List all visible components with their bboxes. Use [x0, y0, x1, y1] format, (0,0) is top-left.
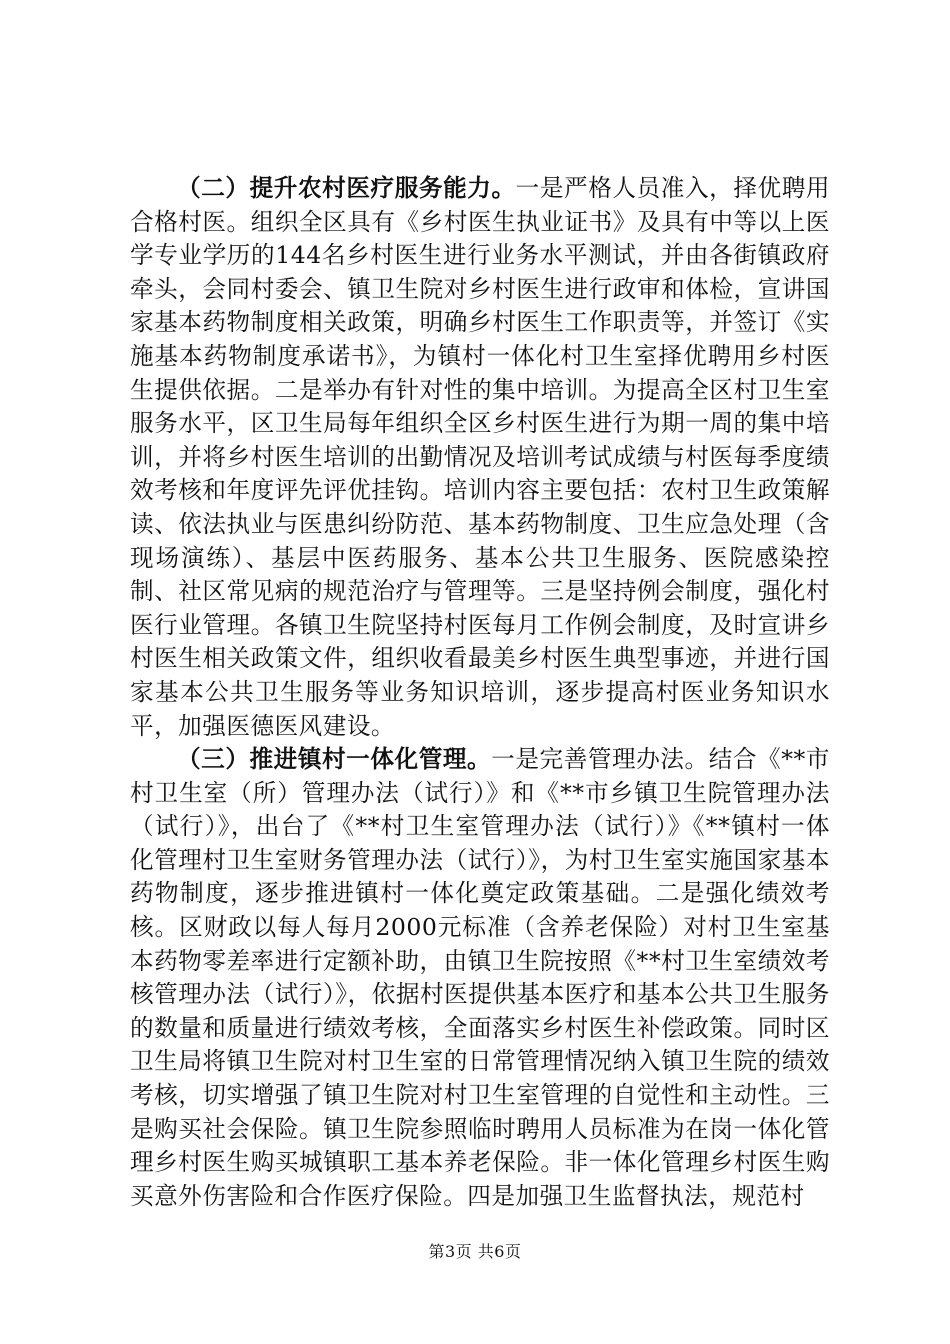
- paragraph-body-text: 一是严格人员准入，择优聘用合格村医。组织全区具有《乡村医生执业证书》及具有中等以上医学专业学历的144名乡村医生进行业务水平测试，并由各街镇政府牵头，会同村委会、镇卫生院对乡村医生进行政审和体检，宣讲国家基本药物制度相关政策，明确乡村医生工作职责等，并签订《实施基本药物制度承诺书》，为镇村一体化村卫生室择优聘用乡村医生提供依据。二是举办有针对性的集中培训。为提高全区村卫生室服务水平，区卫生局每年组织全区乡村医生进行为期一周的集中培训，并将乡村医生培训的出勤情况及培训考试成绩与村医每季度绩效考核和年度评先评优挂钩。培训内容主要包括：农村卫生政策解读、依法执业与医患纠纷防范、基本药物制度、卫生应急处理（含现场演练）、基层中医药服务、基本公共卫生服务、医院感染控制、社区常见病的规范治疗与管理等。三是坚持例会制度，强化村医行业管理。各镇卫生院坚持村医每月工作例会制度，及时宣讲乡村医生相关政策文件，组织收看最美乡村医生典型事迹，并进行国家基本公共卫生服务等业务知识培训，逐步提高村医业务知识水平，加强医德医风建设。: [130, 174, 830, 740]
- paragraph-town-village-integration: [130, 743, 830, 1213]
- section-heading-3: （三）推进镇村一体化管理。: [177, 745, 492, 774]
- section-heading-2: （二）提升农村医疗服务能力。: [177, 174, 516, 202]
- paragraph-rural-medical-capacity: [130, 172, 830, 743]
- document-body: [130, 172, 830, 1213]
- paragraph-body-text: 一是完善管理办法。结合《**市村卫生室（所）管理办法（试行）》和《**市乡镇卫生院管理办法（试行）》，出台了《**村卫生室管理办法（试行）》《**镇村一体化管理村卫生室财务管理办法（试行）》，为村卫生室实施国家基本药物制度，逐步推进镇村一体化奠定政策基础。二是强化绩效考核。区财政以每人每月2000元标准（含养老保险）对村卫生室基本药物零差率进行定额补助，由镇卫生院按照《**村卫生室绩效考核管理办法（试行）》，依据村医提供基本医疗和基本公共卫生服务的数量和质量进行绩效考核，全面落实乡村医生补偿政策。同时区卫生局将镇卫生院对村卫生室的日常管理情况纳入镇卫生院的绩效考核，切实增强了镇卫生院对村卫生室管理的自觉性和主动性。三是购买社会保险。镇卫生院参照临时聘用人员标准为在岗一体化管理乡村医生购买城镇职工基本养老保险。非一体化管理乡村医生购买意外伤害险和合作医疗保险。四是加强卫生监督执法，规范村: [130, 745, 830, 1210]
- page-number-footer: 第3页 共6页: [428, 1242, 522, 1261]
